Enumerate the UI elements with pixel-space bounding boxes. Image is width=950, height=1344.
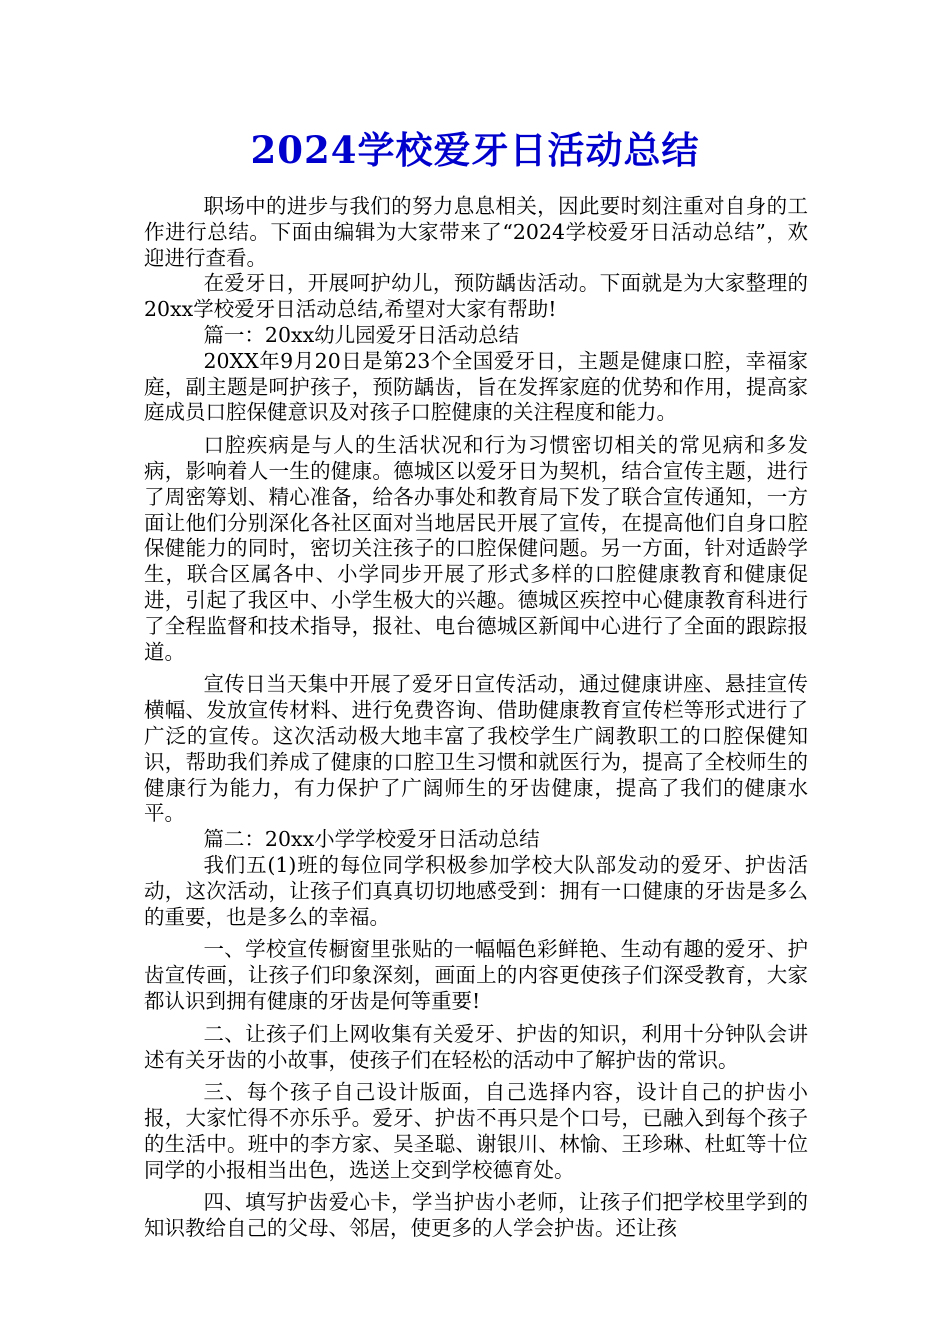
section-heading-1: 篇一：20xx幼儿园爱牙日活动总结	[203, 322, 520, 347]
document-body	[144, 194, 808, 1242]
paragraph: 宣传日当天集中开展了爱牙日宣传活动，通过健康讲座、悬挂宣传横幅、发放宣传材料、进行免费咨询、借助健康教育宣传栏等形式进行了广泛的宣传。这次活动极大地丰富了我校学生广阔教职工的口腔保健知识，帮助我们养成了健康的口腔卫生习惯和就医行为，提高了全校师生的健康行为能力，有力保护了广阔师生的牙齿健康，提高了我们的健康水平。	[144, 672, 808, 826]
paragraph-intro: 职场中的进步与我们的努力息息相关，因此要时刻注重对自身的工作进行总结。下面由编辑为大家带来了“2024学校爱牙日活动总结”，欢迎进行查看。	[144, 194, 808, 270]
paragraph: 四、填写护齿爱心卡，学当护齿小老师，让孩子们把学校里学到的知识教给自己的父母、邻居，使更多的人学会护齿。还让孩	[144, 1190, 808, 1241]
paragraph: 口腔疾病是与人的生活状况和行为习惯密切相关的常见病和多发病，影响着人一生的健康。德城区以爱牙日为契机，结合宣传主题，进行了周密筹划、精心准备，给各办事处和教育局下发了联合宣传通知，一方面让他们分别深化各社区面对当地居民开展了宣传，在提高他们自身口腔保健能力的同时，密切关注孩子的口腔保健问题。另一方面，针对适龄学生，联合区属各中、小学同步开展了形式多样的口腔健康教育和健康促进，引起了我区中、小学生极大的兴趣。德城区疾控中心健康教育科进行了全程监督和技术指导，报社、电台德城区新闻中心进行了全面的跟踪报道。	[144, 433, 808, 664]
paragraph: 一、学校宣传橱窗里张贴的一幅幅色彩鲜艳、生动有趣的爱牙、护齿宣传画，让孩子们印象深刻，画面上的内容更使孩子们深受教育，大家都认识到拥有健康的牙齿是何等重要!	[144, 937, 808, 1013]
section-heading-2: 篇二：20xx小学学校爱牙日活动总结	[203, 827, 540, 852]
paragraph: 我们五(1)班的每位同学积极参加学校大队部发动的爱牙、护齿活动，这次活动，让孩子们真真切切地感受到：拥有一口健康的牙齿是多么的重要，也是多么的幸福。	[144, 852, 808, 929]
paragraph: 三、每个孩子自己设计版面，自己选择内容，设计自己的护齿小报，大家忙得不亦乐乎。爱牙、护齿不再只是个口号，已融入到每个孩子的生活中。班中的李方家、吴圣聪、谢银川、林愉、王珍琳、杜虹等十位同学的小报相当出色，选送上交到学校德育处。	[144, 1080, 808, 1182]
paragraph: 二、让孩子们上网收集有关爱牙、护齿的知识，利用十分钟队会讲述有关牙齿的小故事，使孩子们在轻松的活动中了解护齿的常识。	[144, 1021, 808, 1072]
paragraph: 20XX年9月20日是第23个全国爱牙日，主题是健康口腔，幸福家庭，副主题是呵护孩子，预防龋齿，旨在发挥家庭的优势和作用，提高家庭成员口腔保健意识及对孩子口腔健康的关注程度和能力。	[144, 348, 808, 425]
paragraph-lead: 在爱牙日，开展呵护幼儿，预防龋齿活动。下面就是为大家整理的20xx学校爱牙日活动总结,希望对大家有帮助!	[144, 271, 808, 322]
document-title: 2024学校爱牙日活动总结	[250, 128, 700, 172]
